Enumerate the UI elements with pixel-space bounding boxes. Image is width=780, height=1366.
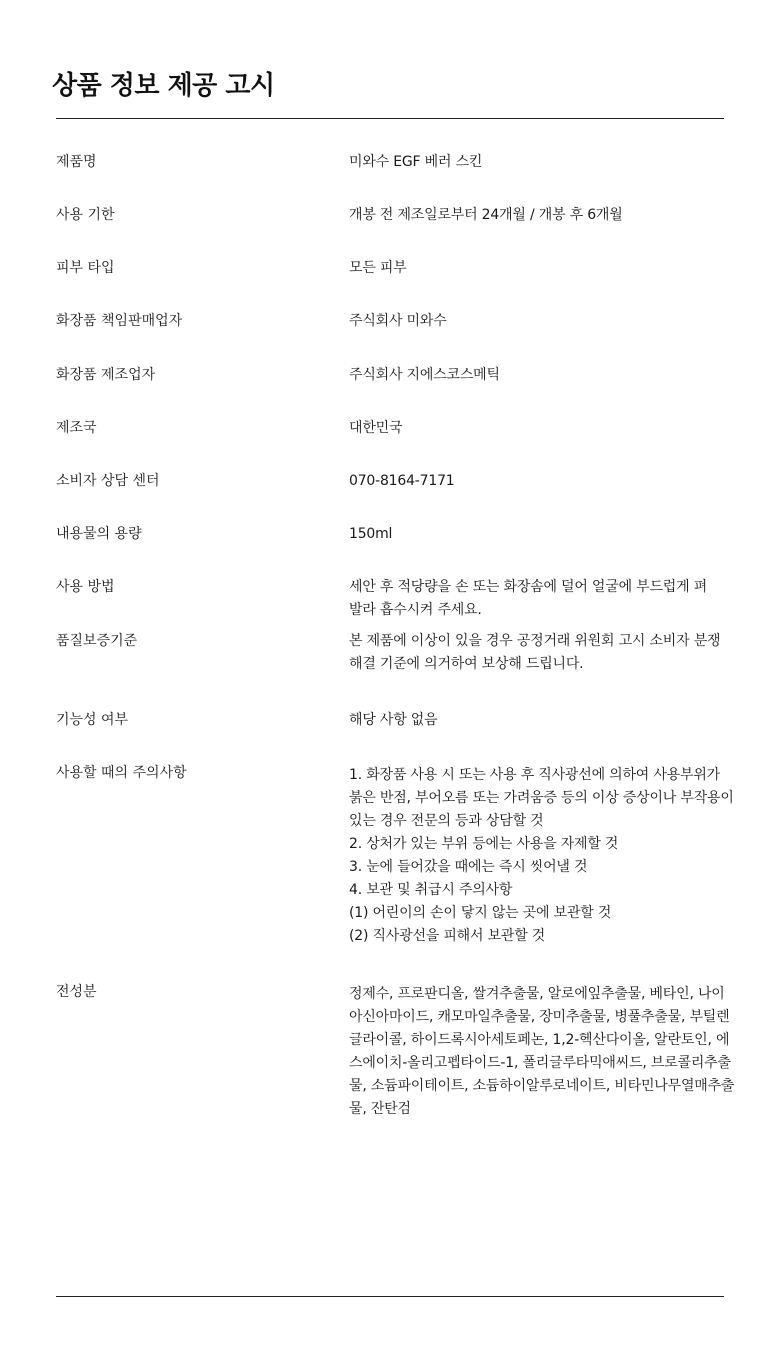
row-value: 070-8164-7171 (349, 473, 455, 489)
row-label: 화장품 책임판매업자 (56, 313, 183, 329)
row-label: 전성분 (56, 984, 97, 1000)
row-label: 내용물의 용량 (56, 526, 142, 542)
row-label: 사용할 때의 주의사항 (56, 765, 187, 781)
row-label: 기능성 여부 (56, 712, 129, 728)
row-value: 본 제품에 이상이 있을 경우 공정거래 위원회 고시 소비자 분쟁 해결 기준에 의거하여 보상해 드립니다. (349, 633, 721, 672)
row-value: 미와수 EGF 베러 스킨 (349, 154, 483, 170)
top-divider (56, 118, 724, 119)
row-label: 소비자 상담 센터 (56, 473, 160, 489)
row-value: 세안 후 적당량을 손 또는 화장솜에 덜어 얼굴에 부드럽게 펴 발라 흡수시켜 주세요. (349, 579, 708, 618)
row-label: 화장품 제조업자 (56, 367, 156, 383)
row-label: 품질보증기준 (56, 633, 138, 649)
page-title: 상품 정보 제공 고시 (52, 71, 275, 101)
row-value: 주식회사 미와수 (349, 313, 447, 329)
row-value: 150ml (349, 526, 393, 542)
row-label: 제조국 (56, 420, 97, 436)
row-value: 해당 사항 없음 (349, 712, 438, 728)
row-value: 모든 피부 (349, 260, 407, 276)
row-value: 개봉 전 제조일로부터 24개월 / 개봉 후 6개월 (349, 207, 623, 223)
row-value: 정제수, 프로판디올, 쌀겨추출물, 알로에잎추출물, 베타인, 나이 아신아마이드, 캐모마일추출물, 장미추출물, 병풀추출물, 부틸렌 글라이콜, 하이드록시아세토페논, 1,2-헥산다이올, 알란토인, 에 스에이치-올리고펩타이드-1, 폴리글루타믹애씨드, 브로콜리추출 물, 소듐파이테이트, 소듐하이알루로네이트, 비타민나무열매추출 물, 잔탄검 (349, 986, 735, 1117)
row-label: 피부 타입 (56, 260, 115, 276)
bottom-divider (56, 1296, 724, 1297)
row-value: 대한민국 (349, 420, 403, 436)
row-value: 1. 화장품 사용 시 또는 사용 후 직사광선에 의하여 사용부위가 붉은 반점, 부어오름 또는 가려움증 등의 이상 증상이나 부작용이 있는 경우 전문의 등과 상담할 것 2. 상처가 있는 부위 등에는 사용을 자제할 것 3. 눈에 들어갔을 때에는 즉시 씻어낼 것 4. 보관 및 취급시 주의사항 (1) 어린이의 손이 닿지 않는 곳에 보관할 것 (2) 직사광선을 피해서 보관할 것 (349, 767, 734, 944)
row-label: 제품명 (56, 154, 97, 170)
row-label: 사용 기한 (56, 207, 115, 223)
row-label: 사용 방법 (56, 579, 115, 595)
row-value: 주식회사 지에스코스메틱 (349, 367, 500, 383)
